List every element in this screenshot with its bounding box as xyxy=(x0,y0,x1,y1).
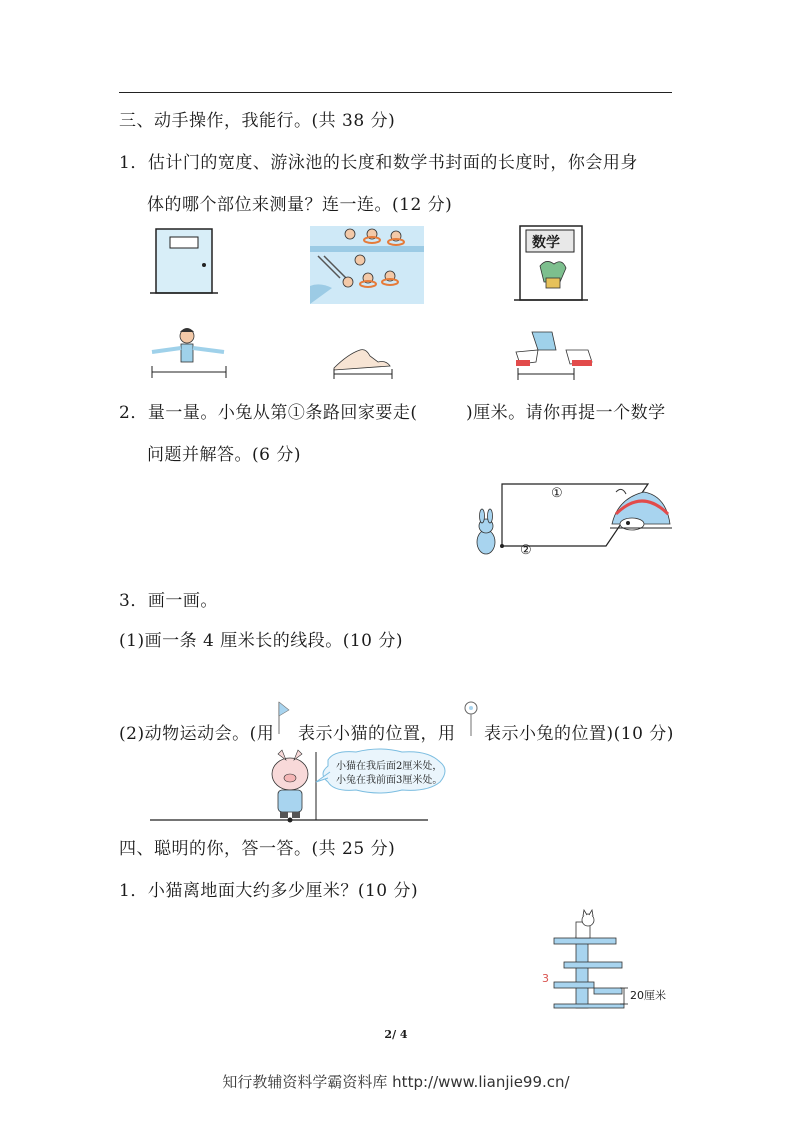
q1-line2: 体的哪个部位来测量？连一连。(12 分) xyxy=(147,195,453,215)
step-height-label: 20厘米 xyxy=(630,989,666,1002)
hand-span-illustration xyxy=(330,344,396,380)
q2-line2: 问题并解答。(6 分) xyxy=(147,445,301,465)
cat-tower-illustration xyxy=(550,910,630,1010)
side-mark: 3 xyxy=(542,972,549,985)
q3-sub2-part-b: 表示小猫的位置，用 xyxy=(298,724,456,744)
book-title-label: 数学 xyxy=(532,235,560,251)
q3-sub1: (1)画一条 4 厘米长的线段。(10 分) xyxy=(119,631,404,651)
q3-sub2-part-a: (2)动物运动会。(用 xyxy=(119,724,275,744)
rabbit-path-diagram xyxy=(466,478,676,568)
path-2-label: ② xyxy=(520,543,532,558)
bubble-line-2: 小兔在我前面3厘米处。 xyxy=(336,775,443,786)
q3-title: 3．画一画。 xyxy=(119,591,218,611)
arm-span-illustration xyxy=(148,326,230,380)
section-4-heading: 四、聪明的你，答一答。(共 25 分) xyxy=(119,839,396,859)
foot-step-illustration xyxy=(512,330,596,380)
bubble-line-1: 小猫在我后面2厘米处， xyxy=(336,761,443,772)
swimming-pool-illustration xyxy=(310,226,424,304)
door-illustration xyxy=(150,225,220,297)
footer-text: 知行教辅资料学霸资料库 http://www.lianjie99.cn/ xyxy=(222,1073,570,1091)
s4-q1-text: 1．小猫离地面大约多少厘米？(10 分) xyxy=(119,881,419,901)
page-number: 2/ 4 xyxy=(384,1028,408,1041)
q2-text-part-a: 2．量一量。小兔从第①条路回家要走( xyxy=(119,403,418,423)
q3-sub2-part-c: 表示小兔的位置)(10 分) xyxy=(484,724,674,744)
path-1-label: ① xyxy=(551,486,563,501)
section-3-heading: 三、动手操作，我能行。(共 38 分) xyxy=(119,111,396,131)
top-rule xyxy=(119,92,672,93)
q1-line1: 1．估计门的宽度、游泳池的长度和数学书封面的长度时，你会用身 xyxy=(119,153,638,173)
q2-text-part-b: )厘米。请你再提一个数学 xyxy=(466,403,666,423)
flower-marker-icon xyxy=(462,700,480,736)
flag-icon xyxy=(275,700,291,734)
